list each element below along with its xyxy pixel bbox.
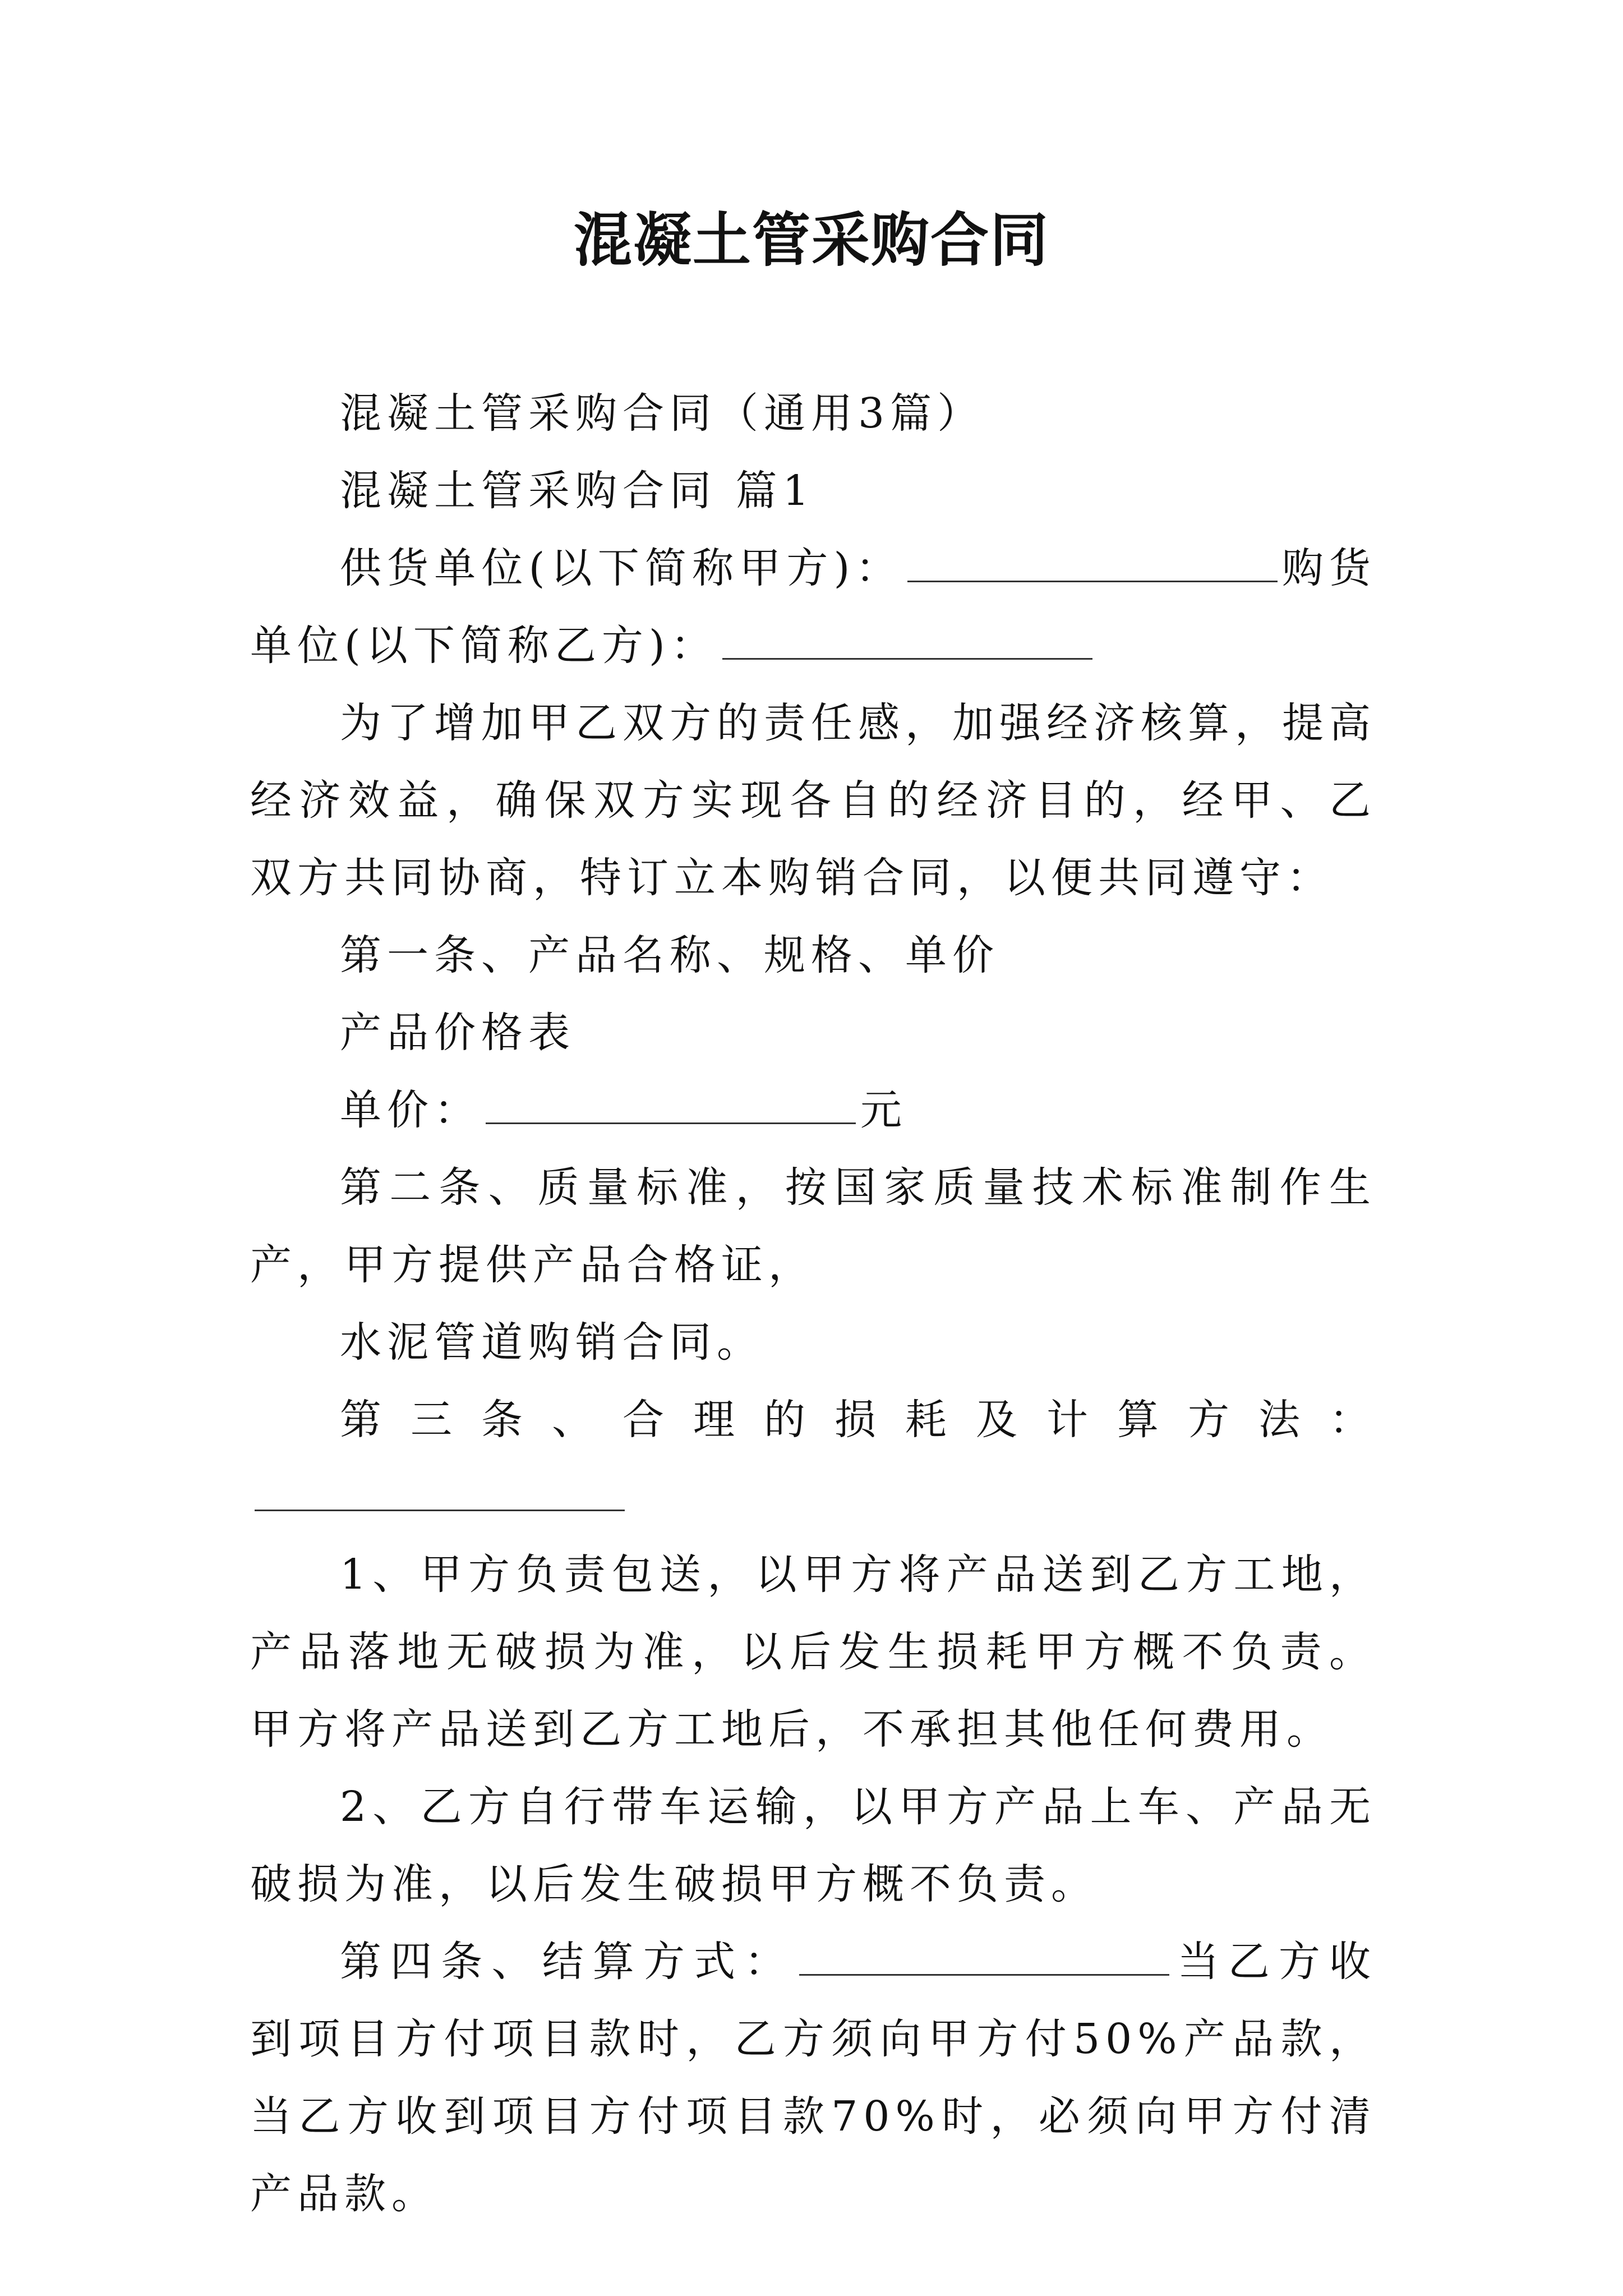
paragraph-article-3 xyxy=(250,1381,1376,1536)
unit-price-currency: 元 xyxy=(860,1086,907,1134)
supplier-blank-line xyxy=(907,547,1278,582)
paragraph-unit-price xyxy=(250,1071,1376,1149)
paragraph-article-2: 第二条、质量标准，按国家质量技术标准制作生产，甲方提供产品合格证， xyxy=(250,1163,1376,1289)
paragraph-section-heading: 混凝土管采购合同 篇1 xyxy=(340,467,815,515)
loss-method-label: 第三条、合理的损耗及计算方法： xyxy=(340,1396,1376,1444)
supplier-label: 供货单位(以下简称甲方)： xyxy=(340,544,903,592)
settlement-label: 第四条、结算方式： xyxy=(340,1938,795,1986)
unit-price-label: 单价： xyxy=(340,1086,481,1134)
document-body xyxy=(250,375,1376,2233)
document-title: 混凝土管采购合同 xyxy=(573,206,1049,274)
paragraph-clause-1: 1、甲方负责包送，以甲方将产品送到乙方工地，产品落地无破损为准，以后发生损耗甲方概不负责。甲方将产品送到乙方工地后，不承担其他任何费用。 xyxy=(250,1550,1376,1754)
paragraph-article-4 xyxy=(250,1923,1376,2233)
loss-method-blank-line xyxy=(255,1476,625,1511)
unit-price-blank-line xyxy=(486,1089,856,1124)
buyer-label: 购货单位(以下简称乙方)： xyxy=(250,544,1377,670)
settlement-text: 当乙方收到项目方付项目款时，乙方须向甲方付50%产品款，当乙方收到项目方付项目款70%时，必须向甲方付清产品款。 xyxy=(250,1938,1377,2218)
paragraph-article-1: 第一条、产品名称、规格、单价 xyxy=(340,931,999,979)
paragraph-price-table: 产品价格表 xyxy=(340,1009,575,1057)
settlement-blank-line xyxy=(799,1940,1169,1976)
paragraph-pipe-contract: 水泥管道购销合同。 xyxy=(340,1318,764,1366)
paragraph-subtitle: 混凝土管采购合同（通用3篇） xyxy=(340,389,985,438)
paragraph-purpose: 为了增加甲乙双方的责任感，加强经济核算，提高经济效益，确保双方实现各自的经济目的，经甲、乙双方共同协商，特订立本购销合同，以便共同遵守： xyxy=(250,699,1376,902)
paragraph-parties xyxy=(250,530,1376,684)
paragraph-clause-2: 2、乙方自行带车运输，以甲方产品上车、产品无破损为准，以后发生破损甲方概不负责。 xyxy=(250,1783,1376,1908)
buyer-blank-line xyxy=(722,624,1092,660)
